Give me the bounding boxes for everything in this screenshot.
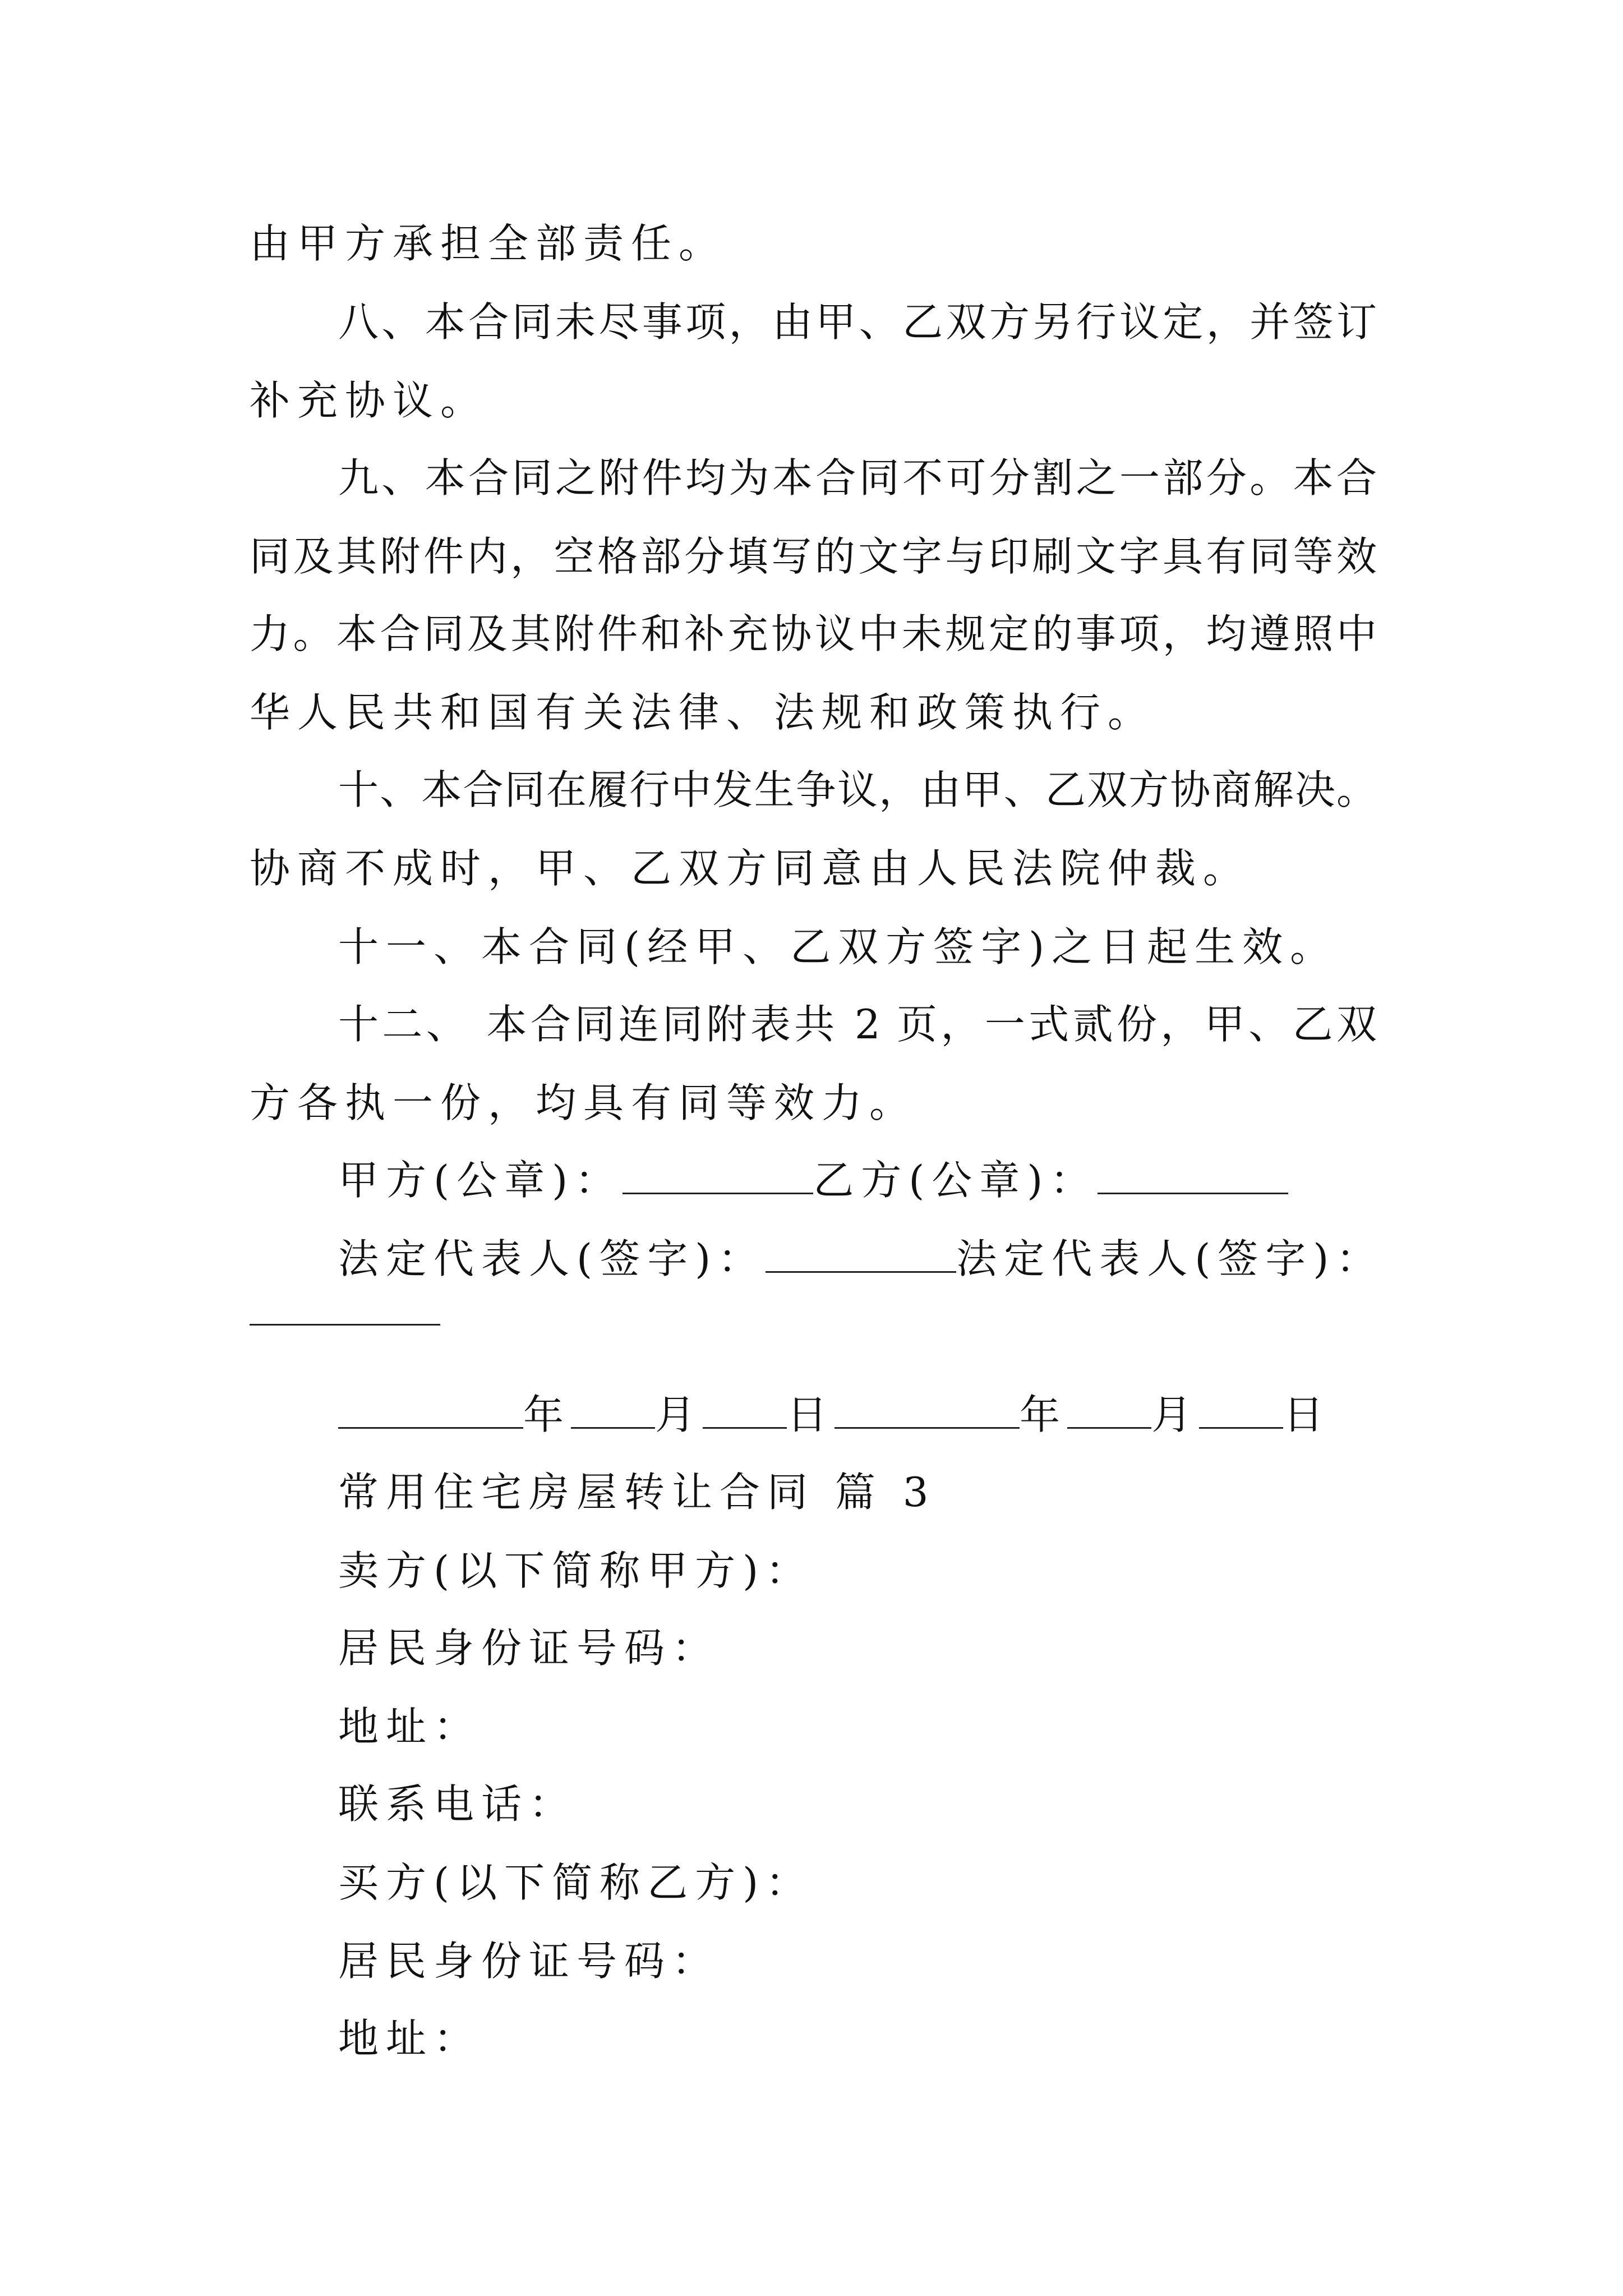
paragraph-line: 补充协议。 (250, 377, 488, 424)
paragraph-line: 方各执一份，均具有同等效力。 (250, 1079, 917, 1126)
day-b-label: 日 (1283, 1391, 1331, 1438)
year-a-blank (338, 1423, 523, 1429)
buyer-label: 买方(以下简称乙方)： (338, 1859, 814, 1906)
paragraph-line (338, 450, 1377, 506)
paragraph-line (338, 294, 1377, 350)
rep-a-label: 法定代表人(签字)： (338, 1235, 766, 1282)
party-b-seal-label: 乙方(公章)： (813, 1157, 1098, 1204)
day-a-blank (703, 1423, 787, 1429)
paragraph-line (250, 606, 1377, 662)
paragraph-line (338, 762, 1377, 818)
paragraph-line (250, 528, 1377, 585)
party-a-seal-blank (623, 1188, 813, 1194)
year-b-label: 年 (1020, 1391, 1068, 1438)
clause-9-line-2: 同及其附件内，空格部分填写的文字与印刷文字具有同等效 (250, 533, 1377, 580)
year-a-label: 年 (523, 1391, 571, 1438)
buyer-address-label: 地址： (338, 2015, 482, 2062)
section-3-title: 常用住宅房屋转让合同 篇 3 (338, 1469, 936, 1516)
month-a-blank (571, 1423, 655, 1429)
paragraph-line: 华人民共和国有关法律、法规和政策执行。 (250, 689, 1156, 736)
month-a-label: 月 (655, 1391, 703, 1438)
month-b-label: 月 (1151, 1391, 1200, 1438)
party-a-seal-label: 甲方(公章)： (338, 1157, 623, 1204)
seal-line (338, 1152, 1288, 1208)
paragraph-line (338, 996, 1377, 1052)
date-line (338, 1387, 1331, 1443)
paragraph-line: 由甲方承担全部责任。 (250, 220, 727, 267)
clause-9-line-3: 力。本合同及其附件和补充协议中未规定的事项，均遵照中 (250, 610, 1377, 657)
party-b-seal-blank (1098, 1188, 1288, 1194)
representative-line (338, 1231, 1384, 1287)
paragraph-line: 十一、本合同(经甲、乙双方签字)之日起生效。 (338, 923, 1338, 970)
seller-label: 卖方(以下简称甲方)： (338, 1547, 814, 1594)
day-a-label: 日 (787, 1391, 835, 1438)
seller-id-label: 居民身份证号码： (338, 1625, 720, 1672)
rep-b-blank (250, 1301, 440, 1326)
paragraph-line: 协商不成时，甲、乙双方同意由人民法院仲裁。 (250, 845, 1251, 892)
buyer-id-label: 居民身份证号码： (338, 1938, 720, 1985)
clause-8-line-1: 八、本合同未尽事项，由甲、乙双方另行议定，并签订 (338, 298, 1377, 346)
year-b-blank (834, 1423, 1020, 1429)
seller-address-label: 地址： (338, 1703, 482, 1750)
rep-b-label: 法定代表人(签字)： (956, 1235, 1384, 1282)
seller-phone-label: 联系电话： (338, 1780, 577, 1828)
month-b-blank (1067, 1423, 1151, 1429)
clause-9-line-1: 九、本合同之附件均为本合同不可分割之一部分。本合 (338, 454, 1377, 501)
clause-12-line-1: 十二、 本合同连同附表共 2 页，一式贰份，甲、乙双 (338, 1001, 1377, 1048)
clause-10-line-1: 十、本合同在履行中发生争议，由甲、乙双方协商解决。 (338, 766, 1377, 813)
day-b-blank (1199, 1423, 1283, 1429)
rep-a-blank (766, 1267, 956, 1273)
